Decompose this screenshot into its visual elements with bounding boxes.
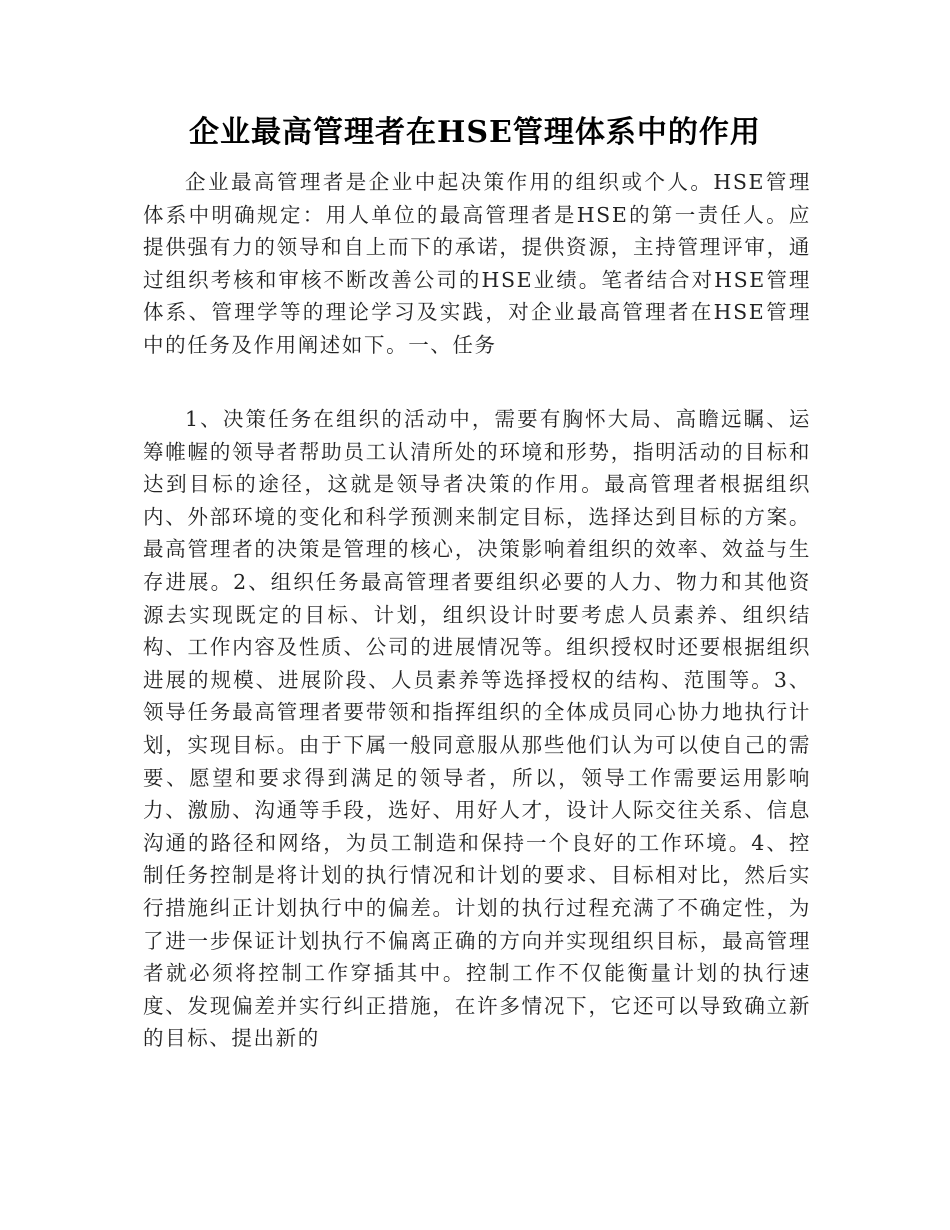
document-title: 企业最高管理者在HSE管理体系中的作用: [189, 115, 761, 150]
intro-paragraph: 企业最高管理者是企业中起决策作用的组织或个人。HSE管理体系中明确规定：用人单位的最高管理者是HSE的第一责任人。应提供强有力的领导和自上而下的承诺，提供资源，主持管理评审，通过组织考核和审核不断改善公司的HSE业绩。笔者结合对HSE管理体系、管理学等的理论学习及实践，对企业最高管理者在HSE管理中的任务及作用阐述如下。一、任务: [143, 170, 811, 357]
tasks-paragraph: 1、决策任务在组织的活动中，需要有胸怀大局、高瞻远瞩、运筹帷幄的领导者帮助员工认清所处的环境和形势，指明活动的目标和达到目标的途径，这就是领导者决策的作用。最高管理者根据组织内、外部环境的变化和科学预测来制定目标，选择达到目标的方案。最高管理者的决策是管理的核心，决策影响着组织的效率、效益与生存进展。2、组织任务最高管理者要组织必要的人力、物力和其他资源去实现既定的目标、计划，组织设计时要考虑人员素养、组织结构、工作内容及性质、公司的进展情况等。组织授权时还要根据组织进展的规模、进展阶段、人员素养等选择授权的结构、范围等。3、领导任务最高管理者要带领和指挥组织的全体成员同心协力地执行计划，实现目标。由于下属一般同意服从那些他们认为可以使自己的需要、愿望和要求得到满足的领导者，所以，领导工作需要运用影响力、激励、沟通等手段，选好、用好人才，设计人际交往关系、信息沟通的路径和网络，为员工制造和保持一个良好的工作环境。4、控制任务控制是将计划的执行情况和计划的要求、目标相对比，然后实行措施纠正计划执行中的偏差。计划的执行过程充满了不确定性，为了进一步保证计划执行不偏离正确的方向并实现组织目标，最高管理者就必须将控制工作穿插其中。控制工作不仅能衡量计划的执行速度、发现偏差并实行纠正措施，在许多情况下，它还可以导致确立新的目标、提出新的: [143, 407, 811, 1051]
